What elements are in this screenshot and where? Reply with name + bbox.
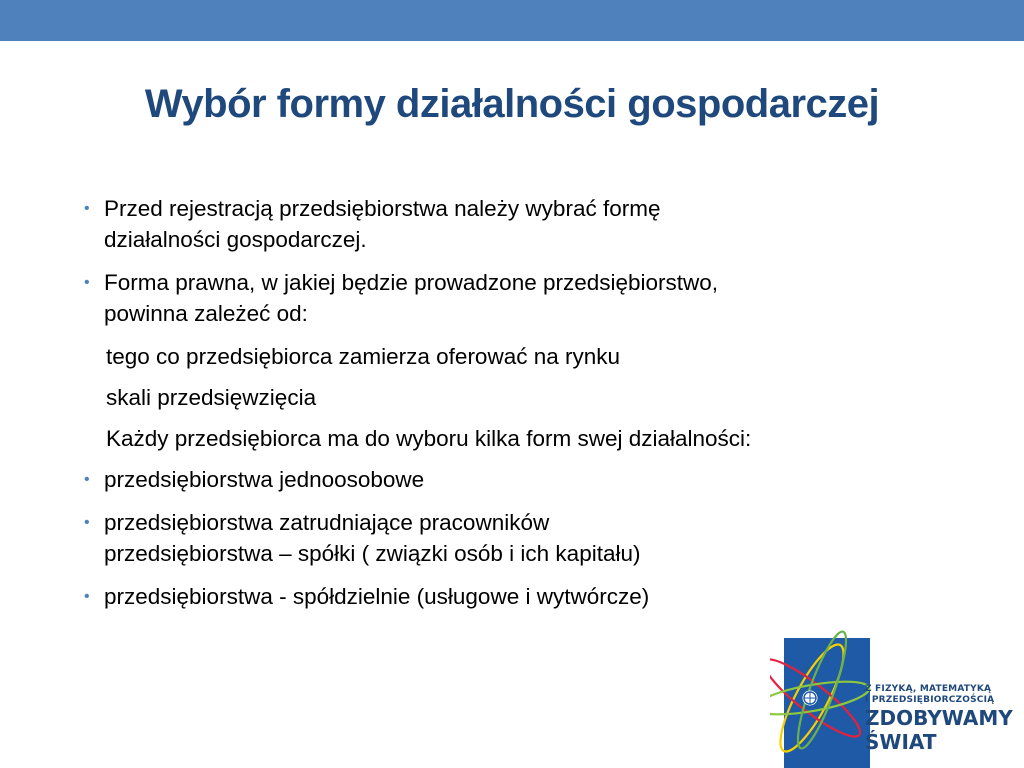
bullet-icon: • xyxy=(84,200,90,217)
list-item xyxy=(80,423,980,454)
list-item xyxy=(80,193,980,255)
list-item xyxy=(80,464,980,495)
list-item-text: tego co przedsiębiorca zamierza oferować na rynku xyxy=(106,344,621,369)
list-item xyxy=(80,341,980,372)
list-item-text: przedsiębiorstwa - spółdzielnie (usługowe i wytwórcze) xyxy=(104,584,650,609)
header-bar xyxy=(0,0,1024,41)
list-item-text: przedsiębiorstwa jednoosobowe xyxy=(104,467,425,492)
list-item-text: Forma prawna, w jakiej będzie prowadzone przedsiębiorstwo, powinna zależeć od: xyxy=(104,270,719,326)
list-item-text: Przed rejestracją przedsiębiorstwa należy wybrać formę działalności gospodarczej. xyxy=(104,196,661,252)
list-item xyxy=(80,382,980,413)
list-item xyxy=(80,507,980,569)
slide-title: Wybór formy działalności gospodarczej xyxy=(144,82,880,126)
list-item-text: przedsiębiorstwa zatrudniające pracowników przedsiębiorstwa – spółki ( związki osób i ich kapitału) xyxy=(104,510,641,566)
bullet-icon: • xyxy=(84,588,90,605)
list-item xyxy=(80,581,980,612)
logo-title-2: ŚWIAT xyxy=(865,730,937,754)
logo-tagline-1: Z FIZYKĄ, MATEMATYKĄ xyxy=(865,684,992,694)
list-item-text: Każdy przedsiębiorca ma do wyboru kilka form swej działalności: xyxy=(106,426,752,451)
logo-text xyxy=(865,684,1013,754)
slide-content xyxy=(80,193,980,624)
list-item xyxy=(80,267,980,329)
bullet-icon: • xyxy=(84,514,90,531)
list-item-text: skali przedsięwzięcia xyxy=(106,385,317,410)
logo-title-1: ZDOBYWAMY xyxy=(865,706,1013,730)
bullet-icon: • xyxy=(84,274,90,291)
bullet-icon: • xyxy=(84,471,90,488)
logo-tagline-2: I PRZEDSIĘBIORCZOŚCIĄ xyxy=(865,695,995,705)
